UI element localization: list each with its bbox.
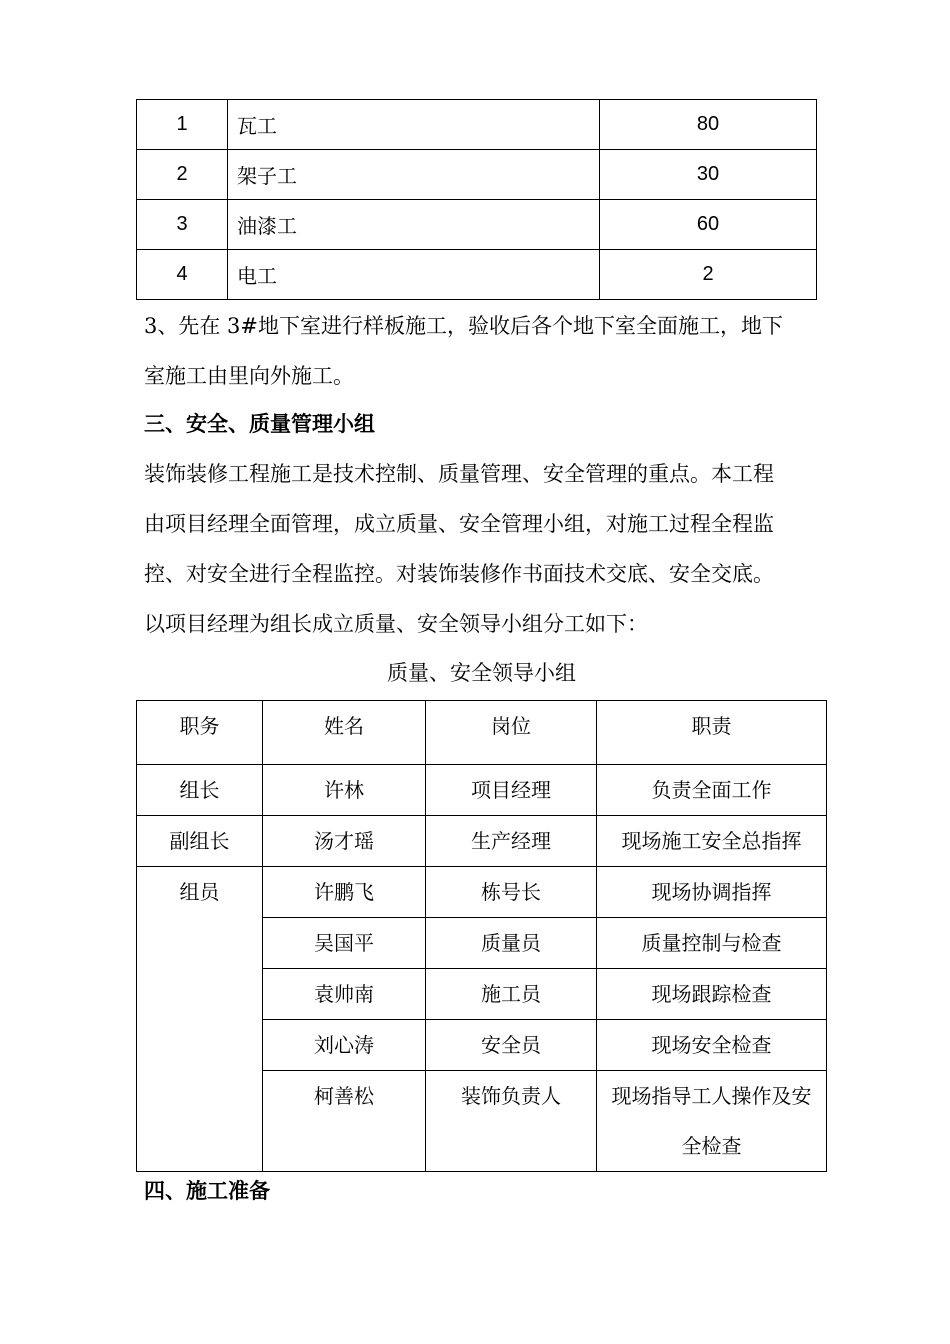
paragraph-line: 由项目经理全面管理，成立质量、安全管理小组，对施工过程全程监	[144, 512, 774, 536]
cell-name: 许鹏飞	[263, 867, 426, 918]
worker-count: 30	[600, 150, 817, 200]
header-role: 职务	[137, 701, 263, 765]
row-number: 2	[137, 150, 228, 200]
row-number: 4	[137, 250, 228, 300]
cell-post: 生产经理	[426, 816, 597, 867]
cell-duty: 现场协调指挥	[597, 867, 827, 918]
worker-count: 80	[600, 100, 817, 150]
cell-post: 质量员	[426, 918, 597, 969]
cell-duty: 现场安全检查	[597, 1020, 827, 1071]
cell-role: 组员	[137, 867, 263, 1172]
cell-post: 项目经理	[426, 765, 597, 816]
table-row	[137, 765, 827, 816]
row-number: 3	[137, 200, 228, 250]
row-number: 1	[137, 100, 228, 150]
section-3-heading: 三、安全、质量管理小组	[144, 411, 375, 436]
cell-duty: 现场指导工人操作及安全检查	[597, 1071, 827, 1172]
table-row	[137, 816, 827, 867]
worker-count: 60	[600, 200, 817, 250]
cell-role: 组长	[137, 765, 263, 816]
trade-name: 电工	[228, 250, 600, 300]
paragraph-line: 以项目经理为组长成立质量、安全领导小组分工如下：	[144, 612, 648, 636]
header-duty: 职责	[597, 701, 827, 765]
section-3-body	[144, 449, 824, 649]
cell-name: 刘心涛	[263, 1020, 426, 1071]
team-table	[136, 700, 827, 1172]
trade-name: 瓦工	[228, 100, 600, 150]
cell-name: 汤才瑶	[263, 816, 426, 867]
workers-table	[136, 99, 817, 300]
trade-name: 架子工	[228, 150, 600, 200]
cell-post: 安全员	[426, 1020, 597, 1071]
paragraph-line: 控、对安全进行全程监控。对装饰装修作书面技术交底、安全交底。	[144, 562, 774, 586]
cell-name: 袁帅南	[263, 969, 426, 1020]
paragraph-step-3	[144, 301, 824, 401]
header-post: 岗位	[426, 701, 597, 765]
table-row	[137, 867, 827, 918]
table-row	[137, 200, 817, 250]
table-row	[137, 250, 817, 300]
cell-duty: 现场跟踪检查	[597, 969, 827, 1020]
trade-name: 油漆工	[228, 200, 600, 250]
cell-post: 装饰负责人	[426, 1071, 597, 1172]
paragraph-line: 装饰装修工程施工是技术控制、质量管理、安全管理的重点。本工程	[144, 462, 774, 486]
cell-role: 副组长	[137, 816, 263, 867]
table-header-row	[137, 701, 827, 765]
section-4-heading: 四、施工准备	[144, 1178, 270, 1203]
worker-count: 2	[600, 250, 817, 300]
cell-post: 施工员	[426, 969, 597, 1020]
table-row	[137, 100, 817, 150]
paragraph-line: 室施工由里向外施工。	[144, 364, 354, 388]
cell-duty: 现场施工安全总指挥	[597, 816, 827, 867]
table-caption: 质量、安全领导小组	[387, 661, 576, 685]
cell-duty: 质量控制与检查	[597, 918, 827, 969]
cell-name: 吴国平	[263, 918, 426, 969]
cell-post: 栋号长	[426, 867, 597, 918]
header-name: 姓名	[263, 701, 426, 765]
cell-name: 柯善松	[263, 1071, 426, 1172]
cell-name: 许林	[263, 765, 426, 816]
cell-duty: 负责全面工作	[597, 765, 827, 816]
table-row	[137, 150, 817, 200]
paragraph-line: 3、先在 3#地下室进行样板施工，验收后各个地下室全面施工，地下	[144, 314, 783, 338]
